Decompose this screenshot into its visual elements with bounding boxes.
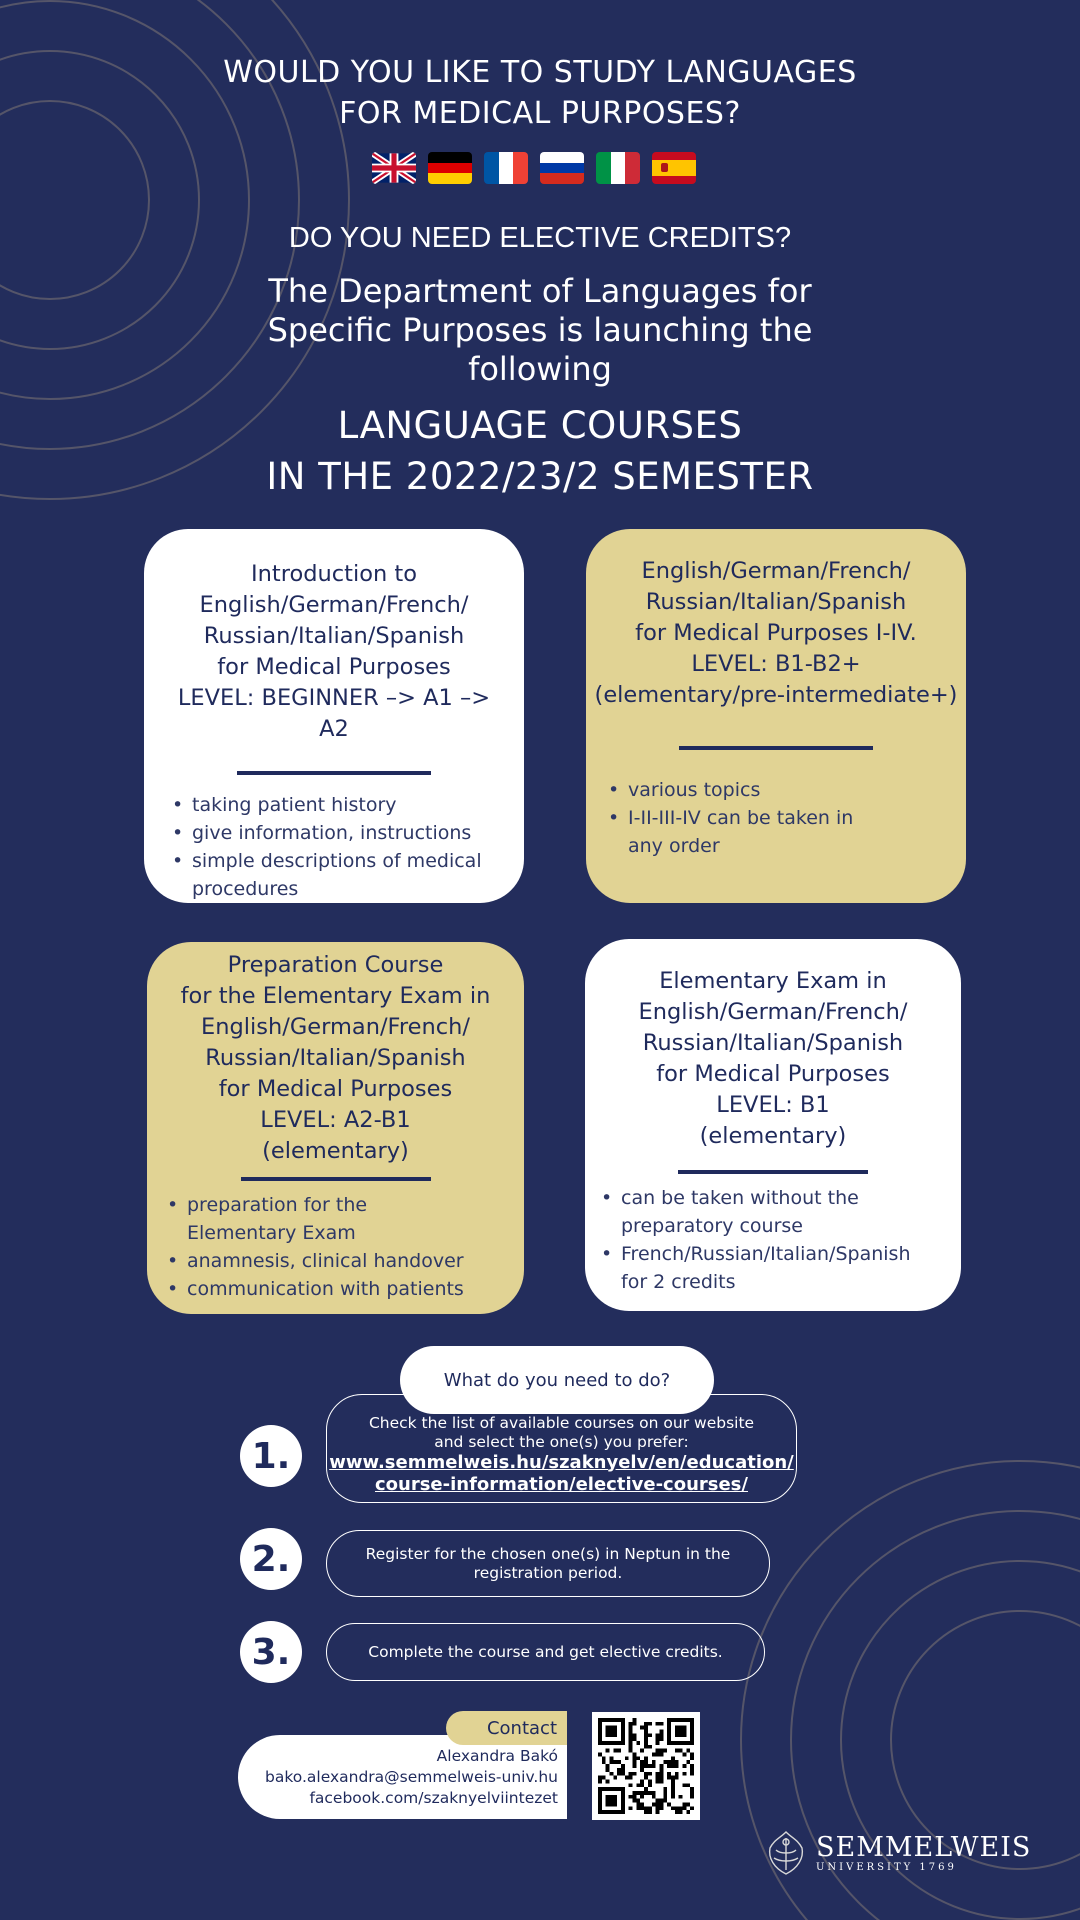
france-flag-icon xyxy=(484,152,528,184)
card-divider xyxy=(678,1170,868,1174)
courses-heading-line2: IN THE 2022/23/2 SEMESTER xyxy=(266,455,814,498)
list-item: • anamnesis, clinical handover xyxy=(165,1247,505,1275)
list-item: • simple descriptions of medical procedures xyxy=(170,847,504,903)
course-card-title: Elementary Exam in English/German/French/ Russian/Italian/Spanish for Medical Purposes LEVEL: B1 (elementary) xyxy=(638,968,908,1149)
card-divider xyxy=(241,1177,431,1181)
semmelweis-logo xyxy=(762,1828,1031,1878)
main-question-line2: FOR MEDICAL PURPOSES? xyxy=(339,96,741,131)
germany-flag-icon xyxy=(428,152,472,184)
step-3-box xyxy=(326,1623,765,1681)
spain-flag-icon xyxy=(652,152,696,184)
contact-details xyxy=(238,1735,567,1819)
course-card-topics xyxy=(170,791,504,903)
step-2-text: Register for the chosen one(s) in Neptun in the registration period. xyxy=(365,1544,731,1582)
what-to-do-heading: What do you need to do? xyxy=(400,1346,714,1414)
step-1-number: 1. xyxy=(240,1425,302,1487)
list-item: • give information, instructions xyxy=(170,819,504,847)
department-intro-line1: The Department of Languages for xyxy=(268,272,812,310)
course-card-elementary-exam xyxy=(585,939,961,1311)
list-item: • can be taken without the preparatory course xyxy=(599,1184,859,1240)
courses-website-link[interactable]: www.semmelweis.hu/szaknyelv/en/education/ course-information/elective-courses/ xyxy=(329,1451,794,1495)
list-item: • taking patient history xyxy=(170,791,504,819)
courses-heading-line1: LANGUAGE COURSES xyxy=(337,404,743,447)
step-3-text: Complete the course and get elective credits. xyxy=(368,1642,723,1661)
step-2-box xyxy=(326,1530,770,1597)
list-item: • French/Russian/Italian/Spanish for 2 credits xyxy=(599,1240,939,1296)
card-divider xyxy=(237,771,431,775)
department-intro xyxy=(0,272,1080,389)
card-divider xyxy=(679,746,873,750)
russia-flag-icon xyxy=(540,152,584,184)
course-card-title: Introduction to English/German/French/ Russian/Italian/Spanish for Medical Purposes LEVEL: BEGINNER –> A1 –> A2 xyxy=(177,561,491,742)
qr-code-pattern xyxy=(598,1718,694,1814)
course-card-preparation xyxy=(147,942,524,1314)
department-intro-line3: following xyxy=(468,350,612,388)
step-3-number: 3. xyxy=(240,1621,302,1683)
course-card-title: English/German/French/ Russian/Italian/Spanish for Medical Purposes I-IV. LEVEL: B1-B2+ (elementary/pre-intermediate+) xyxy=(594,558,958,708)
course-card-topics xyxy=(606,776,856,860)
university-crest-icon xyxy=(762,1828,810,1878)
list-item: • communication with patients xyxy=(165,1275,505,1303)
uk-flag-icon xyxy=(372,152,416,184)
language-flags xyxy=(372,152,696,184)
contact-email[interactable]: bako.alexandra@semmelweis-univ.hu xyxy=(264,1767,558,1786)
logo-subtitle: UNIVERSITY 1769 xyxy=(816,1861,957,1873)
course-card-topics xyxy=(599,1184,939,1296)
main-question xyxy=(0,52,1080,134)
logo-name: SEMMELWEIS xyxy=(816,1831,1032,1863)
courses-heading xyxy=(0,400,1080,502)
list-item: • various topics xyxy=(606,776,856,804)
list-item: • preparation for the Elementary Exam xyxy=(165,1191,405,1247)
course-card-medical-purposes xyxy=(586,529,966,903)
department-intro-line2: Specific Purposes is launching the xyxy=(267,311,813,349)
contact-label: Contact xyxy=(446,1711,567,1745)
list-item: • I-II-III-IV can be taken in any order xyxy=(606,804,856,860)
step-2-number: 2. xyxy=(240,1528,302,1590)
contact-name: Alexandra Bakó xyxy=(436,1746,558,1765)
qr-code[interactable] xyxy=(592,1712,700,1820)
step-1-text: Check the list of available courses on our website and select the one(s) you prefer: xyxy=(368,1413,755,1451)
main-question-line1: WOULD YOU LIKE TO STUDY LANGUAGES xyxy=(223,55,857,90)
contact-facebook[interactable]: facebook.com/szaknyelviintezet xyxy=(309,1788,558,1807)
course-card-introduction xyxy=(144,529,524,903)
course-card-title: Preparation Course for the Elementary Exam in English/German/French/ Russian/Italian/Spanish for Medical Purposes LEVEL: A2-B1 (elementary) xyxy=(180,952,491,1164)
course-card-topics xyxy=(165,1191,505,1303)
credits-question: DO YOU NEED ELECTIVE CREDITS? xyxy=(288,222,792,254)
italy-flag-icon xyxy=(596,152,640,184)
